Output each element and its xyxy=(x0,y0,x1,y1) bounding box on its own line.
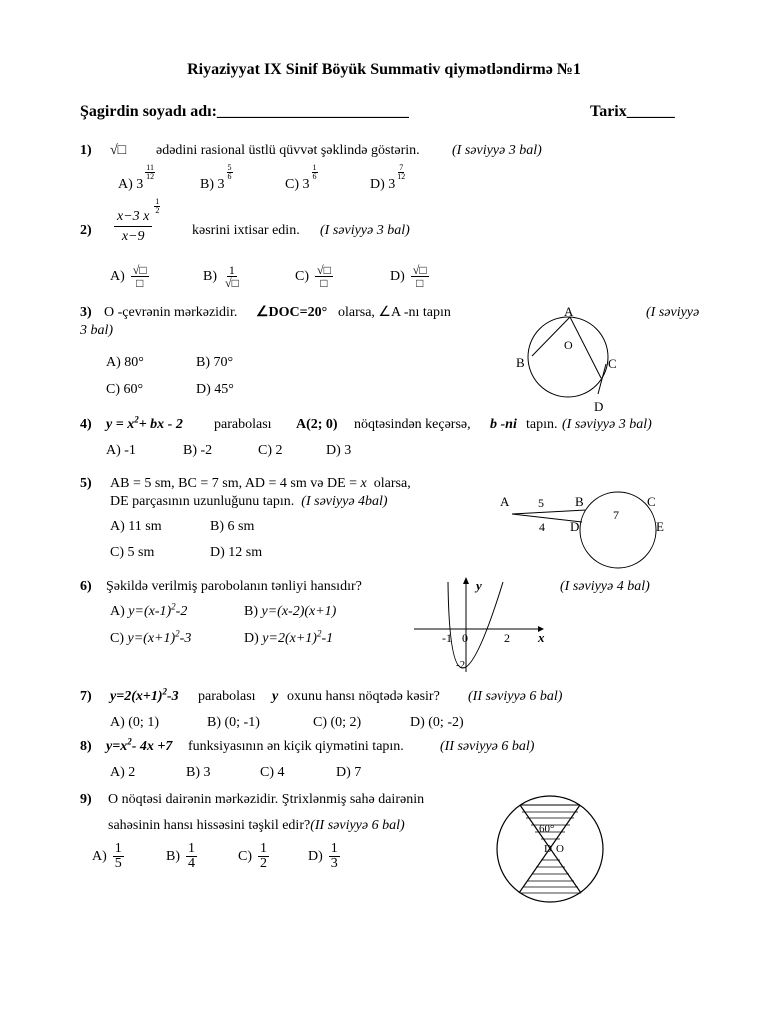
option-c[interactable]: C) 3 1 6 xyxy=(285,163,317,192)
option-c[interactable]: C) $\frac{√□}{□}$ xyxy=(295,263,331,290)
svg-text:0: 0 xyxy=(462,631,468,645)
svg-text:-1: -1 xyxy=(442,631,452,645)
option-d[interactable]: D) $\frac{1}{3}$ xyxy=(308,841,338,871)
svg-text:-2: -2 xyxy=(456,659,466,671)
question-text-2: nöqtəsindən keçərsə, xyxy=(354,417,471,432)
question-text: funksiyasının ən kiçik qiymətini tapın. xyxy=(188,739,404,754)
level-note: (II səviyyə 6 bal) xyxy=(468,689,563,704)
svg-text:x: x xyxy=(538,630,545,645)
option-a[interactable]: A) 2 xyxy=(110,765,136,780)
question-text: parabolası xyxy=(214,417,272,432)
svg-text:O: O xyxy=(556,843,564,855)
option-b[interactable]: B) 3 5 6 xyxy=(200,163,232,192)
option-d[interactable]: D) 45° xyxy=(196,382,234,397)
option-c[interactable]: C) $y=(x+1)^2-3$ xyxy=(110,628,192,646)
parabola-graph xyxy=(410,574,550,674)
option-b[interactable]: B) 6 sm xyxy=(210,519,255,534)
secant-figure xyxy=(494,486,674,586)
question-number: 7) xyxy=(80,689,92,704)
option-b[interactable]: B) (0; -1) xyxy=(207,715,260,730)
question-text: kəsrini ixtisar edin. xyxy=(192,223,300,238)
variable: y xyxy=(272,689,279,704)
question-text-2: oxunu hansı nöqtədə kəsir? xyxy=(287,689,440,704)
svg-text:60°: 60° xyxy=(539,823,555,835)
option-d[interactable]: D) 12 sm xyxy=(210,545,263,560)
svg-text:C: C xyxy=(608,356,617,371)
svg-text:C: C xyxy=(647,494,656,509)
fraction-expression: x−3 x 1 2 x−9 xyxy=(114,204,152,244)
option-d[interactable]: D) $\frac{√□}{□}$ xyxy=(390,263,427,290)
question-number: 4) xyxy=(80,417,92,432)
option-b[interactable]: B) y=(x-2)(x+1) xyxy=(244,604,337,619)
svg-text:4: 4 xyxy=(539,520,545,534)
question-text-2: DE parçasının uzunluğunu tapın. (I səviyyə 4bal) xyxy=(110,494,388,509)
svg-text:A: A xyxy=(564,304,574,319)
option-c[interactable]: C) (0; 2) xyxy=(313,715,362,730)
option-a[interactable]: A) 80° xyxy=(106,355,144,370)
point: A(2; 0) xyxy=(296,417,338,432)
svg-text:E: E xyxy=(656,519,664,534)
svg-text:D: D xyxy=(544,843,552,855)
option-d[interactable]: D) 7 xyxy=(336,765,362,780)
svg-text:y: y xyxy=(476,578,482,593)
svg-text:O: O xyxy=(564,338,573,352)
question-number: 5) xyxy=(80,476,92,491)
equation: $y=2(x+1)^2-3$ xyxy=(110,686,179,704)
svg-text:B: B xyxy=(516,355,525,370)
option-c[interactable]: C) 5 sm xyxy=(110,545,155,560)
question-text-3: tapın. xyxy=(526,417,558,432)
option-a[interactable]: A) $\frac{1}{5}$ xyxy=(92,841,122,871)
student-name-field: Şagirdin soyadı adı:________________________ xyxy=(80,103,409,120)
option-a[interactable]: A) (0; 1) xyxy=(110,715,159,730)
question-text: ədədini rasional üstlü qüvvət şəklində göstərin. xyxy=(156,143,420,158)
svg-text:D: D xyxy=(570,519,580,534)
question-number: 2) xyxy=(80,223,92,238)
question-number: 3) xyxy=(80,305,92,320)
option-b[interactable]: B) -2 xyxy=(183,443,213,458)
question-text-end: olarsa, ∠A -nı tapın xyxy=(338,305,451,320)
option-b[interactable]: B) $\frac{1}{4}$ xyxy=(166,841,195,871)
option-c[interactable]: C) $\frac{1}{2}$ xyxy=(238,841,267,871)
power-expression: 3 1 6 xyxy=(302,163,317,192)
option-d[interactable]: D) 3 7 12 xyxy=(370,163,406,192)
option-c[interactable]: C) 4 xyxy=(260,765,285,780)
option-a[interactable]: A) -1 xyxy=(106,443,136,458)
question-text-2: sahəsinin hansı hissəsini təşkil edir?(II səviyyə 6 bal) xyxy=(108,818,405,833)
page-title: Riyaziyyat IX Sinif Böyük Summativ qiymətləndirmə №1 xyxy=(187,61,581,78)
hatched-circle-figure xyxy=(494,794,610,910)
level-note: (I səviyyə 3 bal) xyxy=(320,223,410,238)
question-number: 6) xyxy=(80,579,92,594)
option-b[interactable]: B) $\frac{1}{√□}$ xyxy=(203,263,239,290)
option-a[interactable]: A) 11 sm xyxy=(110,519,162,534)
question-text: O nöqtəsi dairənin mərkəzidir. Ştrixlənmiş sahə dairənin xyxy=(108,792,425,807)
level-note-cont: 3 bal) xyxy=(80,323,114,338)
power-expression: 3 11 12 xyxy=(136,163,155,192)
option-a[interactable]: A) 3 11 12 xyxy=(118,163,155,192)
equation: $y=x^2-$ 4x +7 xyxy=(106,736,173,754)
option-d[interactable]: D) (0; -2) xyxy=(410,715,464,730)
option-c[interactable]: C) 2 xyxy=(258,443,283,458)
option-c[interactable]: C) 60° xyxy=(106,382,144,397)
variable: b -ni xyxy=(490,417,517,432)
option-d[interactable]: D) 3 xyxy=(326,443,352,458)
question-number: 1) xyxy=(80,143,92,158)
option-a[interactable]: A) $\frac{√□}{□}$ xyxy=(110,263,147,290)
date-field: Tarix______ xyxy=(590,103,675,120)
question-text: Şəkildə verilmiş parobolanın tənliyi hansıdır? xyxy=(106,579,362,594)
option-b[interactable]: B) 70° xyxy=(196,355,234,370)
level-note: (I səviyyə 3 bal) xyxy=(562,417,652,432)
question-text: O -çevrənin mərkəzidir. xyxy=(104,305,238,320)
svg-text:A: A xyxy=(500,494,510,509)
question-number: 8) xyxy=(80,739,92,754)
svg-text:2: 2 xyxy=(504,631,510,645)
option-a[interactable]: A) $y=(x-1)^2-2$ xyxy=(110,601,188,619)
question-number: 9) xyxy=(80,792,92,807)
power-expression: 3 7 12 xyxy=(388,163,406,192)
svg-text:B: B xyxy=(575,494,584,509)
question-text: parabolası xyxy=(198,689,256,704)
option-b[interactable]: B) 3 xyxy=(186,765,211,780)
power-expression: 3 5 6 xyxy=(217,163,232,192)
svg-text:5: 5 xyxy=(538,496,544,510)
equation: $y = x^2+$ bx - 2 xyxy=(106,414,183,432)
option-d[interactable]: D) $y=2(x+1)^2-1$ xyxy=(244,628,334,646)
svg-text:7: 7 xyxy=(613,508,619,522)
level-note: (I səviyyə 3 bal) xyxy=(452,143,542,158)
level-note: (II səviyyə 6 bal) xyxy=(440,739,535,754)
level-note: (I səviyyə 4 bal) xyxy=(560,579,650,594)
circle-figure xyxy=(510,300,630,418)
question-text: AB = 5 sm, BC = 7 sm, AD = 4 sm və DE = x olarsa, xyxy=(110,476,411,491)
radical-expression: √□ xyxy=(110,143,127,158)
svg-text:D: D xyxy=(594,399,604,414)
level-note: (I səviyyə xyxy=(646,305,700,320)
angle-value: ∠DOC=20° xyxy=(256,305,328,320)
